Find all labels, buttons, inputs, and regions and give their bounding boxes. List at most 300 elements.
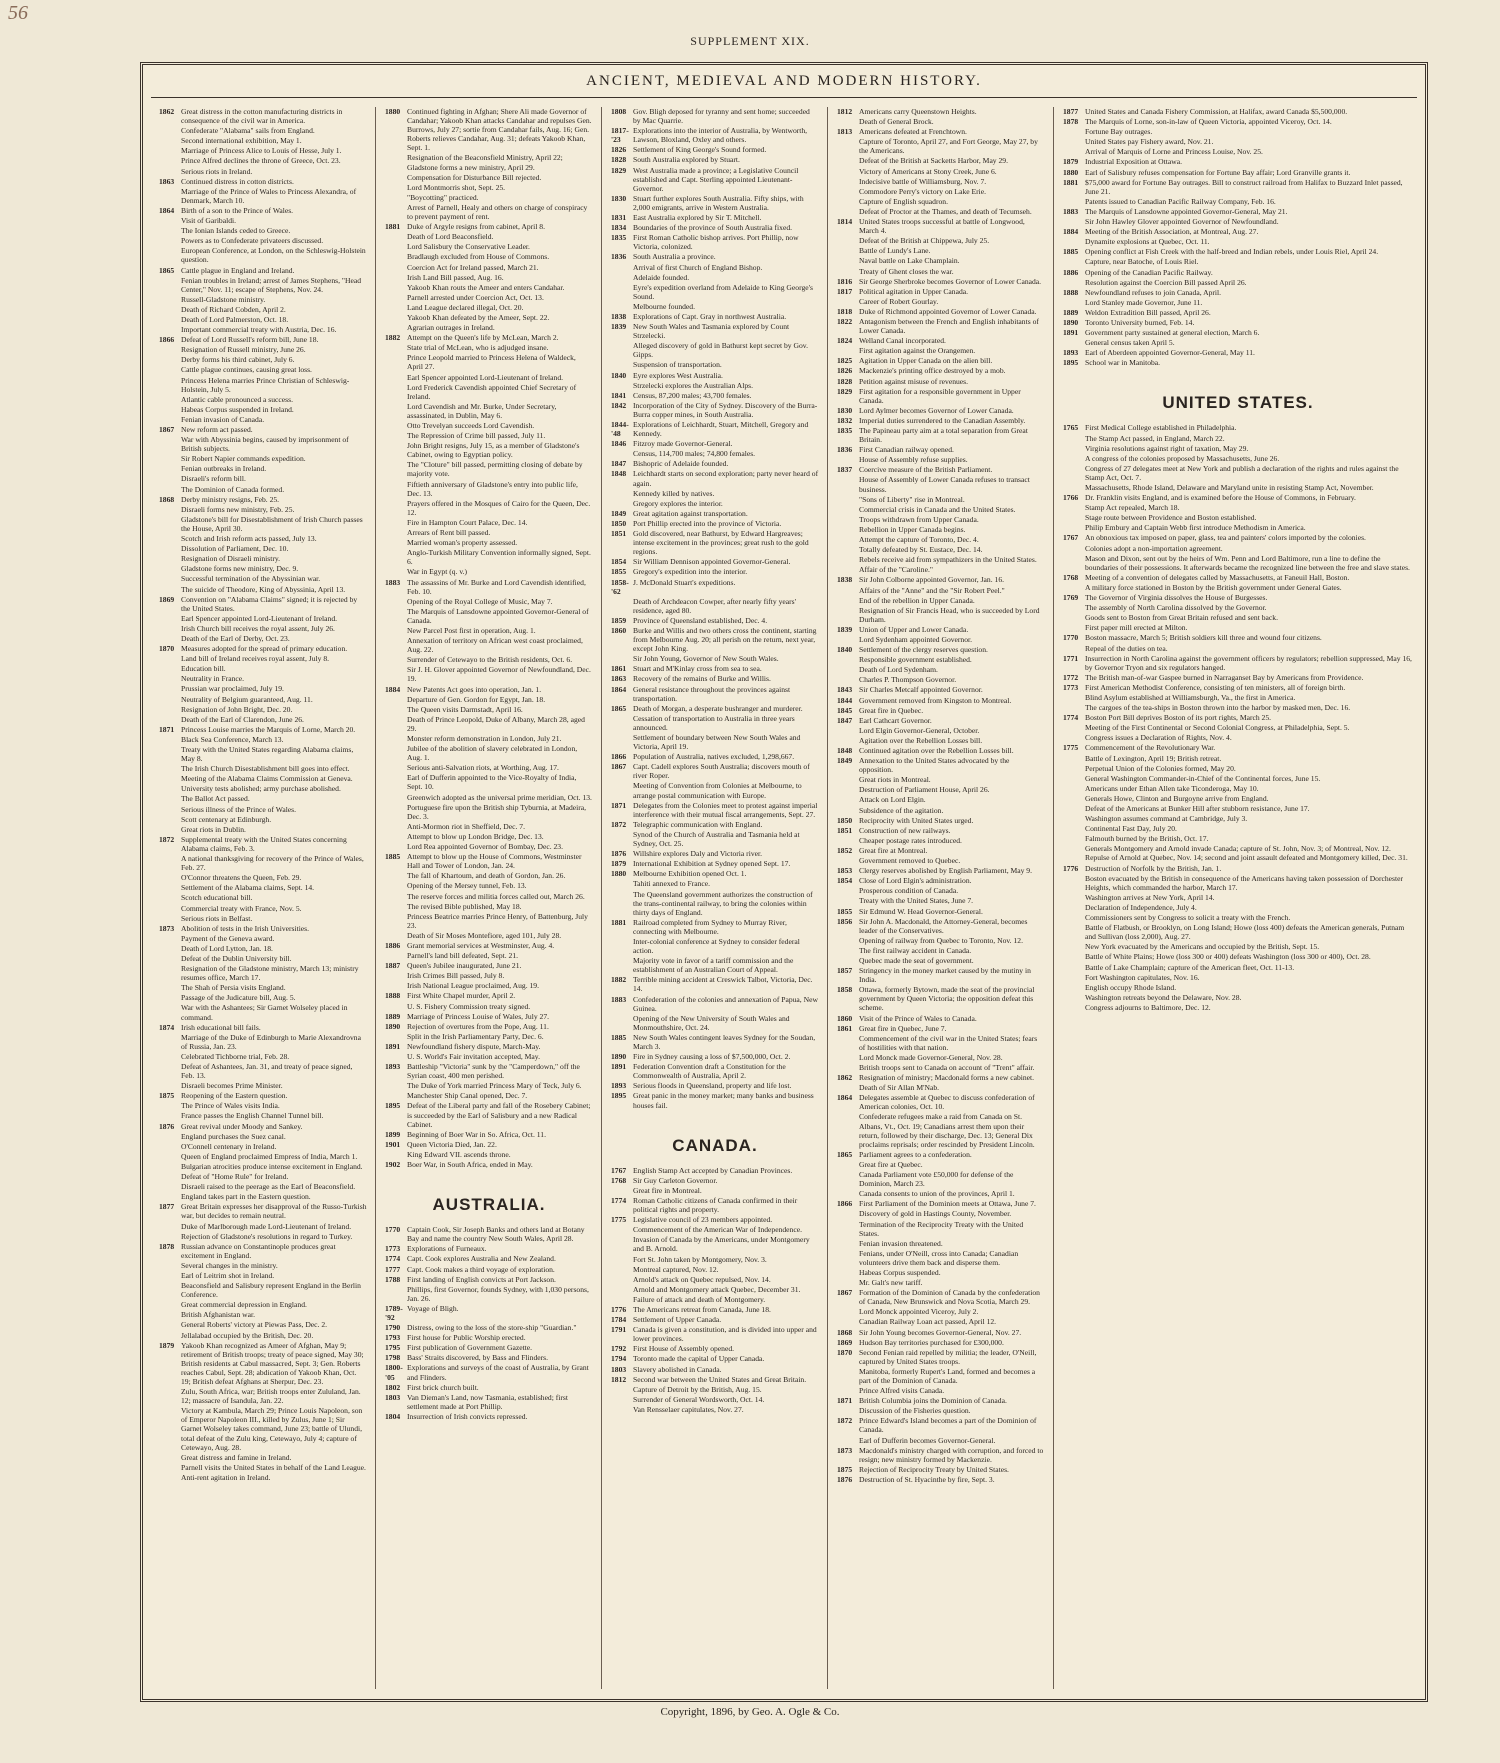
entry-year: 1850	[611, 518, 627, 528]
entry-text: Canada consents to union of the provinces, April 1.	[859, 1189, 1015, 1199]
entry-text: Serious riots in Belfast.	[181, 913, 253, 923]
entry-year	[159, 167, 181, 176]
entry-text: The revised Bible published, May 18.	[407, 901, 522, 911]
timeline-entry	[385, 734, 593, 743]
timeline-entry	[385, 1130, 593, 1139]
timeline-entry	[837, 416, 1045, 425]
timeline-entry	[611, 312, 819, 321]
timeline-entry	[1063, 703, 1413, 712]
entry-year	[159, 904, 181, 913]
entry-text: Earl of Leitrim shot in Ireland.	[181, 1270, 275, 1280]
timeline-entry	[159, 1162, 367, 1171]
timeline-entry	[1063, 493, 1413, 502]
entry-text: Montreal captured, Nov. 12.	[633, 1264, 719, 1274]
entry-text: Capt. Cook makes a third voyage of exploration.	[407, 1264, 555, 1274]
entry-text: Sir Guy Carleton Governor.	[633, 1175, 718, 1185]
entry-text: Serious anti-Salvation riots, at Worthing, Aug. 17.	[407, 763, 559, 773]
entry-year	[611, 781, 633, 799]
timeline-entry	[1063, 633, 1413, 642]
timeline-entry	[611, 733, 819, 751]
entry-text: Gov. Bligh deposed for tyranny and sent home; succeeded by Mac Quarrie.	[633, 107, 810, 126]
timeline-entry	[159, 784, 367, 793]
entry-year	[837, 267, 859, 276]
timeline-entry	[837, 236, 1045, 245]
timeline-entry	[1063, 197, 1413, 206]
entry-year: 1774	[385, 1254, 401, 1264]
entry-year: 1824	[837, 336, 853, 346]
entry-text: Clergy reserves abolished by English Parliament, May 9.	[859, 866, 1033, 876]
timeline-entry	[611, 519, 819, 528]
timeline-entry	[1063, 423, 1413, 432]
entry-text: Slavery abolished in Canada.	[633, 1364, 722, 1374]
entry-text: Treaty with the United States regarding Alabama claims, May 8.	[181, 745, 354, 764]
entry-year: 1871	[837, 1396, 853, 1406]
entry-text: Imperial duties surrendered to the Canadian Assembly.	[859, 415, 1026, 425]
timeline-entry	[611, 674, 819, 683]
entry-text: British Columbia joins the Dominion of Canada.	[859, 1396, 1007, 1406]
timeline-entry	[1063, 834, 1413, 843]
entry-year	[837, 806, 859, 815]
entry-text: Defeat of the British at Sacketts Harbor, May 29.	[859, 156, 1008, 166]
entry-text: Failure of attack and death of Montgomery.	[633, 1294, 766, 1304]
entry-year: 1862	[159, 107, 175, 116]
timeline-entry	[385, 695, 593, 704]
entry-year: 1869	[837, 1337, 853, 1347]
entry-text: Lord Salisbury the Conservative Leader.	[407, 242, 530, 252]
entry-text: Repeal of the duties on tea.	[1085, 643, 1168, 653]
entry-year	[837, 726, 859, 735]
timeline-entry	[159, 534, 367, 543]
timeline-entry	[159, 276, 367, 294]
timeline-entry	[159, 993, 367, 1002]
entry-year: 1872	[159, 834, 175, 844]
entry-text: Queen Victoria Died, Jan. 22.	[407, 1139, 497, 1149]
timeline-entry	[159, 825, 367, 834]
timeline-entry	[159, 914, 367, 923]
entry-text: Sir Edmund W. Head Governor-General.	[859, 906, 983, 916]
timeline-entry	[159, 815, 367, 824]
entry-year	[611, 879, 633, 888]
entry-text: Death of Lord Lytton, Jan. 18.	[181, 943, 273, 953]
entry-text: Terrible mining accident at Creswick Talbot, Victoria, Dec. 14.	[633, 975, 813, 994]
entry-year	[1063, 278, 1085, 287]
timeline-entry	[385, 931, 593, 940]
entry-text: Sir John Hawley Glover appointed Governor of Newfoundland.	[1085, 217, 1279, 227]
timeline-entry	[611, 830, 819, 848]
entry-year	[611, 956, 633, 974]
entry-year: 1889	[1063, 307, 1079, 317]
entry-year: 1888	[1063, 287, 1079, 297]
entry-year	[837, 896, 859, 905]
timeline-entry	[1063, 503, 1413, 512]
entry-year	[837, 346, 859, 355]
entry-year	[385, 402, 407, 420]
entry-text: Adelaide founded.	[633, 272, 690, 282]
column-divider	[1053, 107, 1054, 1689]
timeline-entry	[385, 263, 593, 272]
timeline-entry	[611, 529, 819, 556]
entry-text: Land League declared illegal, Oct. 20.	[407, 302, 524, 312]
entry-text: Charles P. Thompson Governor.	[859, 675, 957, 685]
entry-year	[159, 395, 181, 404]
entry-year: 1802	[385, 1382, 401, 1392]
entry-year: 1842	[611, 400, 627, 410]
entry-year	[837, 236, 859, 245]
entry-text: Commencement of the civil war in the United States; fears of hostilities with that nation.	[859, 1033, 1038, 1052]
entry-text: Great agitation against transportation.	[633, 508, 748, 518]
timeline-entry	[385, 1254, 593, 1263]
entry-year	[159, 1281, 181, 1299]
entry-year: 1879	[159, 1340, 175, 1350]
timeline-entry	[837, 985, 1045, 1012]
timeline-entry	[837, 177, 1045, 186]
timeline-entry	[385, 626, 593, 635]
timeline-entry	[611, 937, 819, 955]
entry-year	[837, 207, 859, 216]
entry-text: Rejection of Gladstone's resolutions in regard to Turkey.	[181, 1231, 353, 1241]
entry-year	[1063, 583, 1085, 592]
entry-year: 1873	[159, 923, 175, 933]
entry-year	[611, 283, 633, 301]
timeline-entry	[611, 1375, 819, 1384]
timeline-entry	[159, 934, 367, 943]
entry-year	[159, 554, 181, 563]
entry-year	[159, 305, 181, 314]
entry-text: Virginia resolutions against right of taxation, May 29.	[1085, 443, 1249, 453]
timeline-entry	[1063, 693, 1413, 702]
timeline-entry	[1063, 973, 1413, 982]
timeline-entry	[159, 1192, 367, 1201]
entry-text: Death of the Earl of Clarendon, June 26.	[181, 714, 304, 724]
supplement-header: SUPPLEMENT XIX.	[690, 34, 810, 48]
entry-text: Incorporation of the City of Sydney. Discovery of the Burra-Burra copper mines, in South Australia.	[633, 400, 818, 419]
timeline-entry	[837, 625, 1045, 634]
timeline-entry	[611, 616, 819, 625]
entry-year	[159, 774, 181, 783]
entry-text: Anti-rent agitation in Ireland.	[181, 1472, 271, 1482]
timeline-entry	[385, 303, 593, 312]
entry-year	[837, 1112, 859, 1148]
entry-text: Irish Church bill receives the royal assent, July 26.	[181, 623, 335, 633]
timeline-entry	[159, 505, 367, 514]
timeline-entry	[385, 832, 593, 841]
timeline-entry	[159, 1406, 367, 1451]
entry-text: Discussion of the Fisheries question.	[859, 1406, 971, 1416]
entry-text: United States and Canada Fishery Commission, at Halifax, award Canada $5,500,000.	[1085, 107, 1348, 116]
timeline-entry	[611, 557, 819, 566]
entry-year: 1848	[611, 469, 627, 479]
entry-text: Reopening of the Eastern question.	[181, 1091, 288, 1101]
entry-year	[159, 136, 181, 145]
entry-year	[385, 931, 407, 940]
entry-year	[611, 489, 633, 498]
timeline-entry	[1063, 923, 1413, 941]
timeline-entry	[385, 107, 593, 152]
entry-text: Discovery of gold in Hastings County, November.	[859, 1209, 1012, 1219]
entry-year: 1825	[837, 356, 853, 366]
timeline-entry	[611, 956, 819, 974]
timeline-entry	[1063, 683, 1413, 692]
entry-text: Federation Convention draft a Constitution for the Commonwealth of Australia, April 2.	[633, 1062, 786, 1081]
entry-year	[837, 1160, 859, 1169]
timeline-entry	[159, 564, 367, 573]
entry-year: 1835	[837, 426, 853, 435]
entry-year	[385, 597, 407, 606]
entry-text: Settlement of boundary between New South Wales and Victoria, April 19.	[633, 733, 801, 752]
timeline-entry	[385, 232, 593, 241]
timeline-entry	[611, 194, 819, 212]
timeline-entry	[611, 578, 819, 596]
entry-text: Meeting of the Alabama Claims Commission at Geneva.	[181, 774, 353, 784]
entry-year	[385, 636, 407, 654]
timeline-entry	[159, 695, 367, 704]
timeline-entry	[159, 415, 367, 424]
entry-year: 1845	[837, 705, 853, 715]
entry-year: 1886	[385, 940, 401, 950]
entry-year: 1868	[159, 494, 175, 504]
entry-text: The "Cloture" bill passed, permitting closing of debate by majority vote.	[407, 460, 583, 479]
entry-year	[159, 345, 181, 354]
timeline-entry	[837, 1209, 1045, 1218]
entry-year	[837, 495, 859, 504]
timeline-entry	[837, 426, 1045, 444]
column-5	[1063, 107, 1413, 1691]
timeline-entry	[1063, 338, 1413, 347]
entry-text: Government removed from Kingston to Montreal.	[859, 695, 1012, 705]
entry-year	[385, 1002, 407, 1011]
entry-text: Fitzroy made Governor-General.	[633, 439, 733, 449]
entry-year	[159, 964, 181, 982]
entry-year: 1773	[385, 1244, 401, 1254]
entry-year	[611, 654, 633, 663]
timeline-entry	[159, 794, 367, 803]
entry-text: Phillips, first Governor, founds Sydney, with 1,030 persons, Jan. 26.	[407, 1284, 589, 1303]
entry-year	[611, 273, 633, 282]
entry-year: 1804	[385, 1411, 401, 1421]
entry-year	[611, 1014, 633, 1032]
entry-year	[385, 183, 407, 192]
timeline-entry	[837, 907, 1045, 916]
entry-year	[837, 956, 859, 965]
timeline-entry	[837, 445, 1045, 454]
entry-text: O'Connell centenary in Ireland.	[181, 1141, 277, 1151]
timeline-entry	[837, 886, 1045, 895]
entry-text: Queen of England proclaimed Empress of India, March 1.	[181, 1151, 358, 1161]
entry-year	[385, 421, 407, 430]
timeline-entry	[611, 1033, 819, 1051]
timeline-entry	[611, 1395, 819, 1404]
entry-year	[385, 460, 407, 478]
entry-text: The Papineau party aim at a total separation from Great Britain.	[859, 426, 1028, 445]
timeline-entry	[385, 538, 593, 547]
timeline-entry	[159, 345, 367, 354]
entry-year: 1902	[385, 1160, 401, 1170]
entry-text: British Afghanistan war.	[181, 1310, 256, 1320]
entry-year	[837, 586, 859, 595]
entry-year	[837, 775, 859, 784]
entry-year	[385, 892, 407, 901]
entry-text: The suicide of Theodore, King of Abyssinia, April 13.	[181, 584, 346, 594]
timeline-entry	[837, 156, 1045, 165]
entry-text: England takes part in the Eastern question.	[181, 1192, 311, 1202]
timeline-entry	[611, 252, 819, 261]
entry-year	[385, 1091, 407, 1100]
entry-text: The British man-of-war Gaspee burned in Narraganset Bay by Americans from Providence.	[1085, 672, 1364, 682]
entry-text: Cattle plague continues, causing great loss.	[181, 365, 312, 375]
timeline-entry	[611, 820, 819, 829]
entry-text: Meeting of a convention of delegates called by Massachusetts, at Faneuil Hall, Boston.	[1085, 572, 1350, 582]
entry-year: 1878	[1063, 117, 1079, 127]
entry-text: East Australia explored by Sir T. Mitchell.	[633, 213, 762, 223]
entry-year	[837, 785, 859, 794]
timeline-entry	[1063, 573, 1413, 582]
timeline-entry	[837, 246, 1045, 255]
timeline-entry	[837, 515, 1045, 524]
entry-year	[385, 353, 407, 371]
entry-year	[385, 951, 407, 960]
entry-text: Earl of Dufferin becomes Governor-General.	[859, 1435, 996, 1445]
entry-year: 1808	[611, 107, 627, 116]
entry-year: 1771	[1063, 653, 1079, 663]
timeline-entry	[159, 236, 367, 245]
entry-text: Resignation of the Gladstone ministry, March 13; ministry resumes office, March 17.	[181, 964, 359, 983]
timeline-entry	[385, 193, 593, 202]
entry-text: Parnell's land bill defeated, Sept. 21.	[407, 951, 519, 961]
entry-text: Convention on "Alabama Claims" signed; it is rejected by the United States.	[181, 594, 358, 613]
entry-year: 1793	[385, 1333, 401, 1343]
entry-text: Cattle plague in England and Ireland.	[181, 265, 295, 275]
entry-text: Princess Beatrice marries Prince Henry, of Battenburg, July 23.	[407, 911, 588, 930]
entry-year	[385, 203, 407, 221]
timeline-entry	[159, 1320, 367, 1329]
timeline-entry	[611, 449, 819, 458]
timeline-entry	[1063, 983, 1413, 992]
entry-year	[611, 449, 633, 458]
timeline-entry	[611, 499, 819, 508]
timeline-entry	[159, 954, 367, 963]
timeline-entry	[159, 1172, 367, 1181]
timeline-entry	[159, 1242, 367, 1260]
timeline-entry	[611, 420, 819, 438]
entry-text: Falmouth burned by the British, Oct. 17.	[1085, 834, 1209, 844]
entry-year: 1852	[837, 845, 853, 855]
entry-text: Arrest of Parnell, Healy and others on charge of conspiracy to prevent payment of rent.	[407, 202, 588, 222]
entry-year	[1063, 483, 1085, 492]
entry-year	[159, 1192, 181, 1201]
timeline-entry	[837, 1416, 1045, 1434]
timeline-entry	[1063, 434, 1413, 443]
entry-text: Captain Cook, Sir Joseph Banks and others land at Botany Bay and name the country New South Wales, April 28.	[407, 1225, 585, 1244]
timeline-entry	[385, 1012, 593, 1021]
timeline-entry	[159, 1261, 367, 1270]
entry-text: Earl Cathcart Governor.	[859, 715, 932, 725]
entry-year: 1884	[385, 684, 401, 694]
timeline-entry	[385, 548, 593, 566]
entry-text: U. S. World's Fair invitation accepted, May.	[407, 1052, 540, 1061]
timeline-entry	[611, 1305, 819, 1314]
entry-text: Sir George Sherbroke becomes Governor of Lower Canada.	[859, 276, 1042, 286]
timeline-entry	[159, 585, 367, 594]
entry-text: Stamp Act repealed, March 18.	[1085, 503, 1180, 513]
entry-year	[837, 836, 859, 845]
entry-text: Disraeli becomes Prime Minister.	[181, 1081, 283, 1091]
entry-text: Grant memorial services at Westminster, Aug. 4.	[407, 940, 555, 950]
entry-year: 1863	[611, 674, 627, 684]
timeline-entry	[611, 1265, 819, 1274]
timeline-entry	[837, 685, 1045, 694]
entry-year	[159, 515, 181, 533]
entry-text: Lord Cavendish and Mr. Burke, Under Secretary, assassinated, in Dublin, May 6.	[407, 401, 557, 420]
entry-text: Rejection of overtures from the Pope, Aug. 11.	[407, 1021, 549, 1031]
entry-text: First Parliament of the Dominion meets at Ottawa, June 7.	[859, 1199, 1036, 1209]
entry-text: Melbourne founded.	[633, 301, 695, 311]
entry-text: Marriage of the Duke of Edinburgh to Marie Alexandrovna of Russia, Jan. 23.	[181, 1032, 361, 1051]
entry-year	[159, 1310, 181, 1319]
entry-year: 1865	[611, 703, 627, 713]
entry-text: Irish National League proclaimed, Aug. 19.	[407, 981, 540, 991]
entry-year	[159, 745, 181, 763]
entry-year	[385, 902, 407, 911]
entry-year: 1864	[611, 684, 627, 694]
entry-text: Industrial Exposition at Ottawa.	[1085, 157, 1183, 167]
timeline-entry	[159, 544, 367, 553]
entry-text: Troops withdrawn from Upper Canada.	[859, 514, 979, 524]
entry-year	[385, 232, 407, 241]
timeline-entry	[385, 1052, 593, 1061]
entry-year	[837, 246, 859, 255]
timeline-entry	[837, 1396, 1045, 1405]
timeline-entry	[385, 715, 593, 733]
timeline-entry	[837, 665, 1045, 674]
entry-year	[159, 715, 181, 724]
entry-year: 1774	[611, 1195, 627, 1205]
timeline-entry	[159, 574, 367, 583]
entry-year: 1876	[611, 849, 627, 859]
entry-year: 1884	[1063, 227, 1079, 237]
entry-text: Commercial crisis in Canada and the United States.	[859, 504, 1016, 514]
entry-year: 1774	[1063, 713, 1079, 723]
timeline-entry	[385, 313, 593, 322]
entry-year: 1893	[385, 1062, 401, 1072]
entry-year: 1770	[385, 1225, 401, 1235]
entry-text: Battle of Lexington, April 19; British retreat.	[1085, 753, 1222, 763]
timeline-entry	[159, 146, 367, 155]
entry-text: Great fire in Quebec, June 7.	[859, 1023, 947, 1033]
entry-text: Meeting of the British Association, at Montreal, Aug. 27.	[1085, 227, 1259, 237]
timeline-entry	[385, 1022, 593, 1031]
entry-text: Commissioners sent by Congress to solicit a treaty with the French.	[1085, 913, 1291, 923]
entry-year	[611, 937, 633, 955]
timeline-entry	[837, 1348, 1045, 1366]
entry-text: Insurrection in North Carolina against the government officers by regulators; rebellion suppressed, May 16, by Governor Tryon and six regulators hanged.	[1085, 653, 1412, 672]
timeline-entry	[1063, 168, 1413, 177]
entry-year	[385, 822, 407, 831]
entry-text: Responsible government established.	[859, 655, 972, 665]
entry-text: Disraeli forms new ministry, Feb. 25.	[181, 504, 295, 514]
entry-text: Fenian invasion threatened.	[859, 1238, 943, 1248]
timeline-entry	[1063, 533, 1413, 542]
entry-text: Measures adopted for the spread of primary education.	[181, 644, 348, 654]
timeline-entry	[837, 1034, 1045, 1052]
entry-text: Termination of the Reciprocity Treaty with the United States.	[859, 1219, 1024, 1238]
entry-text: House of Assembly of Lower Canada refuses to transact business.	[859, 475, 1030, 494]
entry-year	[159, 355, 181, 364]
entry-year	[1063, 523, 1085, 532]
entry-text: Commodore Perry's victory on Lake Erie.	[859, 186, 987, 196]
timeline-entry	[1063, 523, 1413, 532]
entry-text: General resistance throughout the provinces against transportation.	[633, 684, 791, 703]
timeline-entry	[837, 785, 1045, 794]
